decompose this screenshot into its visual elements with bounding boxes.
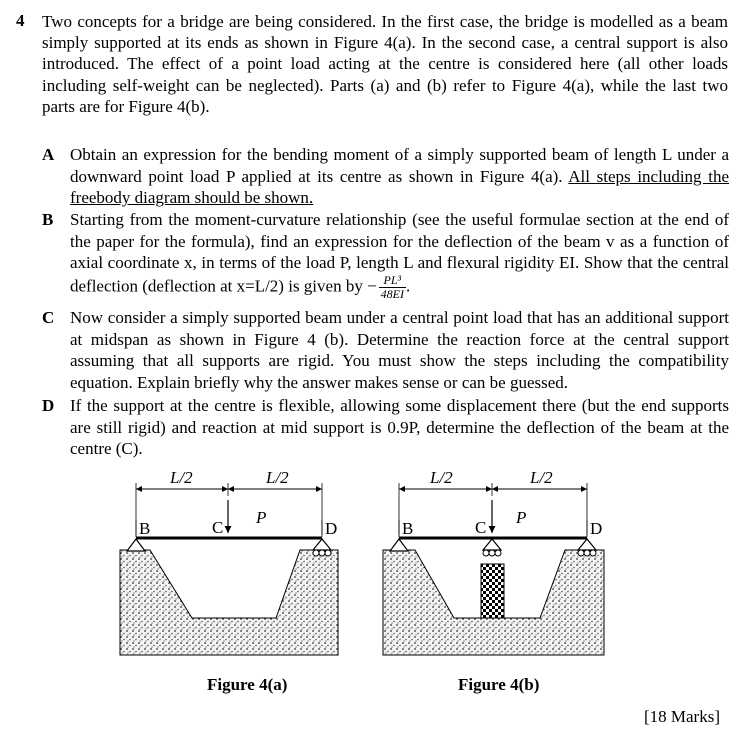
part-a-label: A <box>42 145 55 164</box>
figure-4b <box>383 468 604 694</box>
figure-4a <box>120 468 338 694</box>
part-d-text: If the support at the centre is flexible, allowing some displacement there (but the end supports are still rigid) and reaction at mid support is 0.9P, determine the deflection of the beam at the centre (C). <box>70 396 729 459</box>
span-label-left: L/2 <box>170 468 193 487</box>
dimension-line <box>136 483 322 535</box>
support-label-b: B <box>402 519 414 538</box>
centre-label-c: C <box>475 518 487 537</box>
part-b-tail: . <box>406 276 411 296</box>
marks-total: [18 Marks] <box>643 707 720 726</box>
centre-label-c: C <box>212 518 224 537</box>
central-pier <box>481 564 504 618</box>
support-label-d: D <box>590 519 603 538</box>
question-intro: Two concepts for a bridge are being considered. In the first case, the bridge is modelled as a beam simply supported at its ends as shown in Figure 4(a). In the second case, a central support is also introduced. The effect of a point load acting at the centre is considered here (all other loads including self-weight can be neglected). Parts (a) and (b) refer to Figure 4(a), while the last two parts are for Figure 4(b). <box>42 12 728 116</box>
roller-support <box>313 539 331 556</box>
span-label-right: L/2 <box>266 468 289 487</box>
part-d-label: D <box>42 396 55 415</box>
part-b-label: B <box>42 210 54 229</box>
fraction-denominator: 48EI <box>380 286 404 301</box>
figure-caption: Figure 4(b) <box>458 675 540 694</box>
figure-caption: Figure 4(a) <box>207 675 288 694</box>
fraction-numerator: PL³ <box>379 274 406 288</box>
part-b-body: Starting from the moment-curvature relationship (see the useful formulae section at the end of the paper for the formula), find an expression for the deflection of the beam v as a function of axial coordinate x, in terms of the load P, length L and flexural rigidity EI. Show that the central deflection (deflection at x=L/2) is given by − <box>70 210 729 296</box>
support-label-b: B <box>139 519 151 538</box>
part-c-label: C <box>42 308 55 327</box>
roller-support <box>578 539 596 556</box>
span-label-left: L/2 <box>430 468 453 487</box>
load-label-p: P <box>256 508 267 527</box>
ground-trench <box>120 550 338 655</box>
pin-support <box>127 539 145 551</box>
support-label-d: D <box>325 519 338 538</box>
dimension-line <box>399 483 587 535</box>
part-a-emphasis: All steps including the freebody diagram should be shown. <box>70 166 729 208</box>
part-c-text: Now consider a simply supported beam under a central point load that has an additional support at midspan as shown in Figure 4 (b). Determine the reaction force at the central support assuming that all supports are rigid. You must show the steps including the compatibility equation. Explain briefly why the answer makes sense or can be guessed. <box>70 308 729 392</box>
question-number: 4 <box>16 11 25 30</box>
pin-support <box>390 539 408 551</box>
part-a-body: Obtain an expression for the bending moment of a simply supported beam of length L under a downward point load P applied at its centre as shown in Figure 4(a). <box>70 145 729 186</box>
span-label-right: L/2 <box>530 468 553 487</box>
central-roller-support <box>483 539 501 556</box>
load-label-p: P <box>516 508 527 527</box>
